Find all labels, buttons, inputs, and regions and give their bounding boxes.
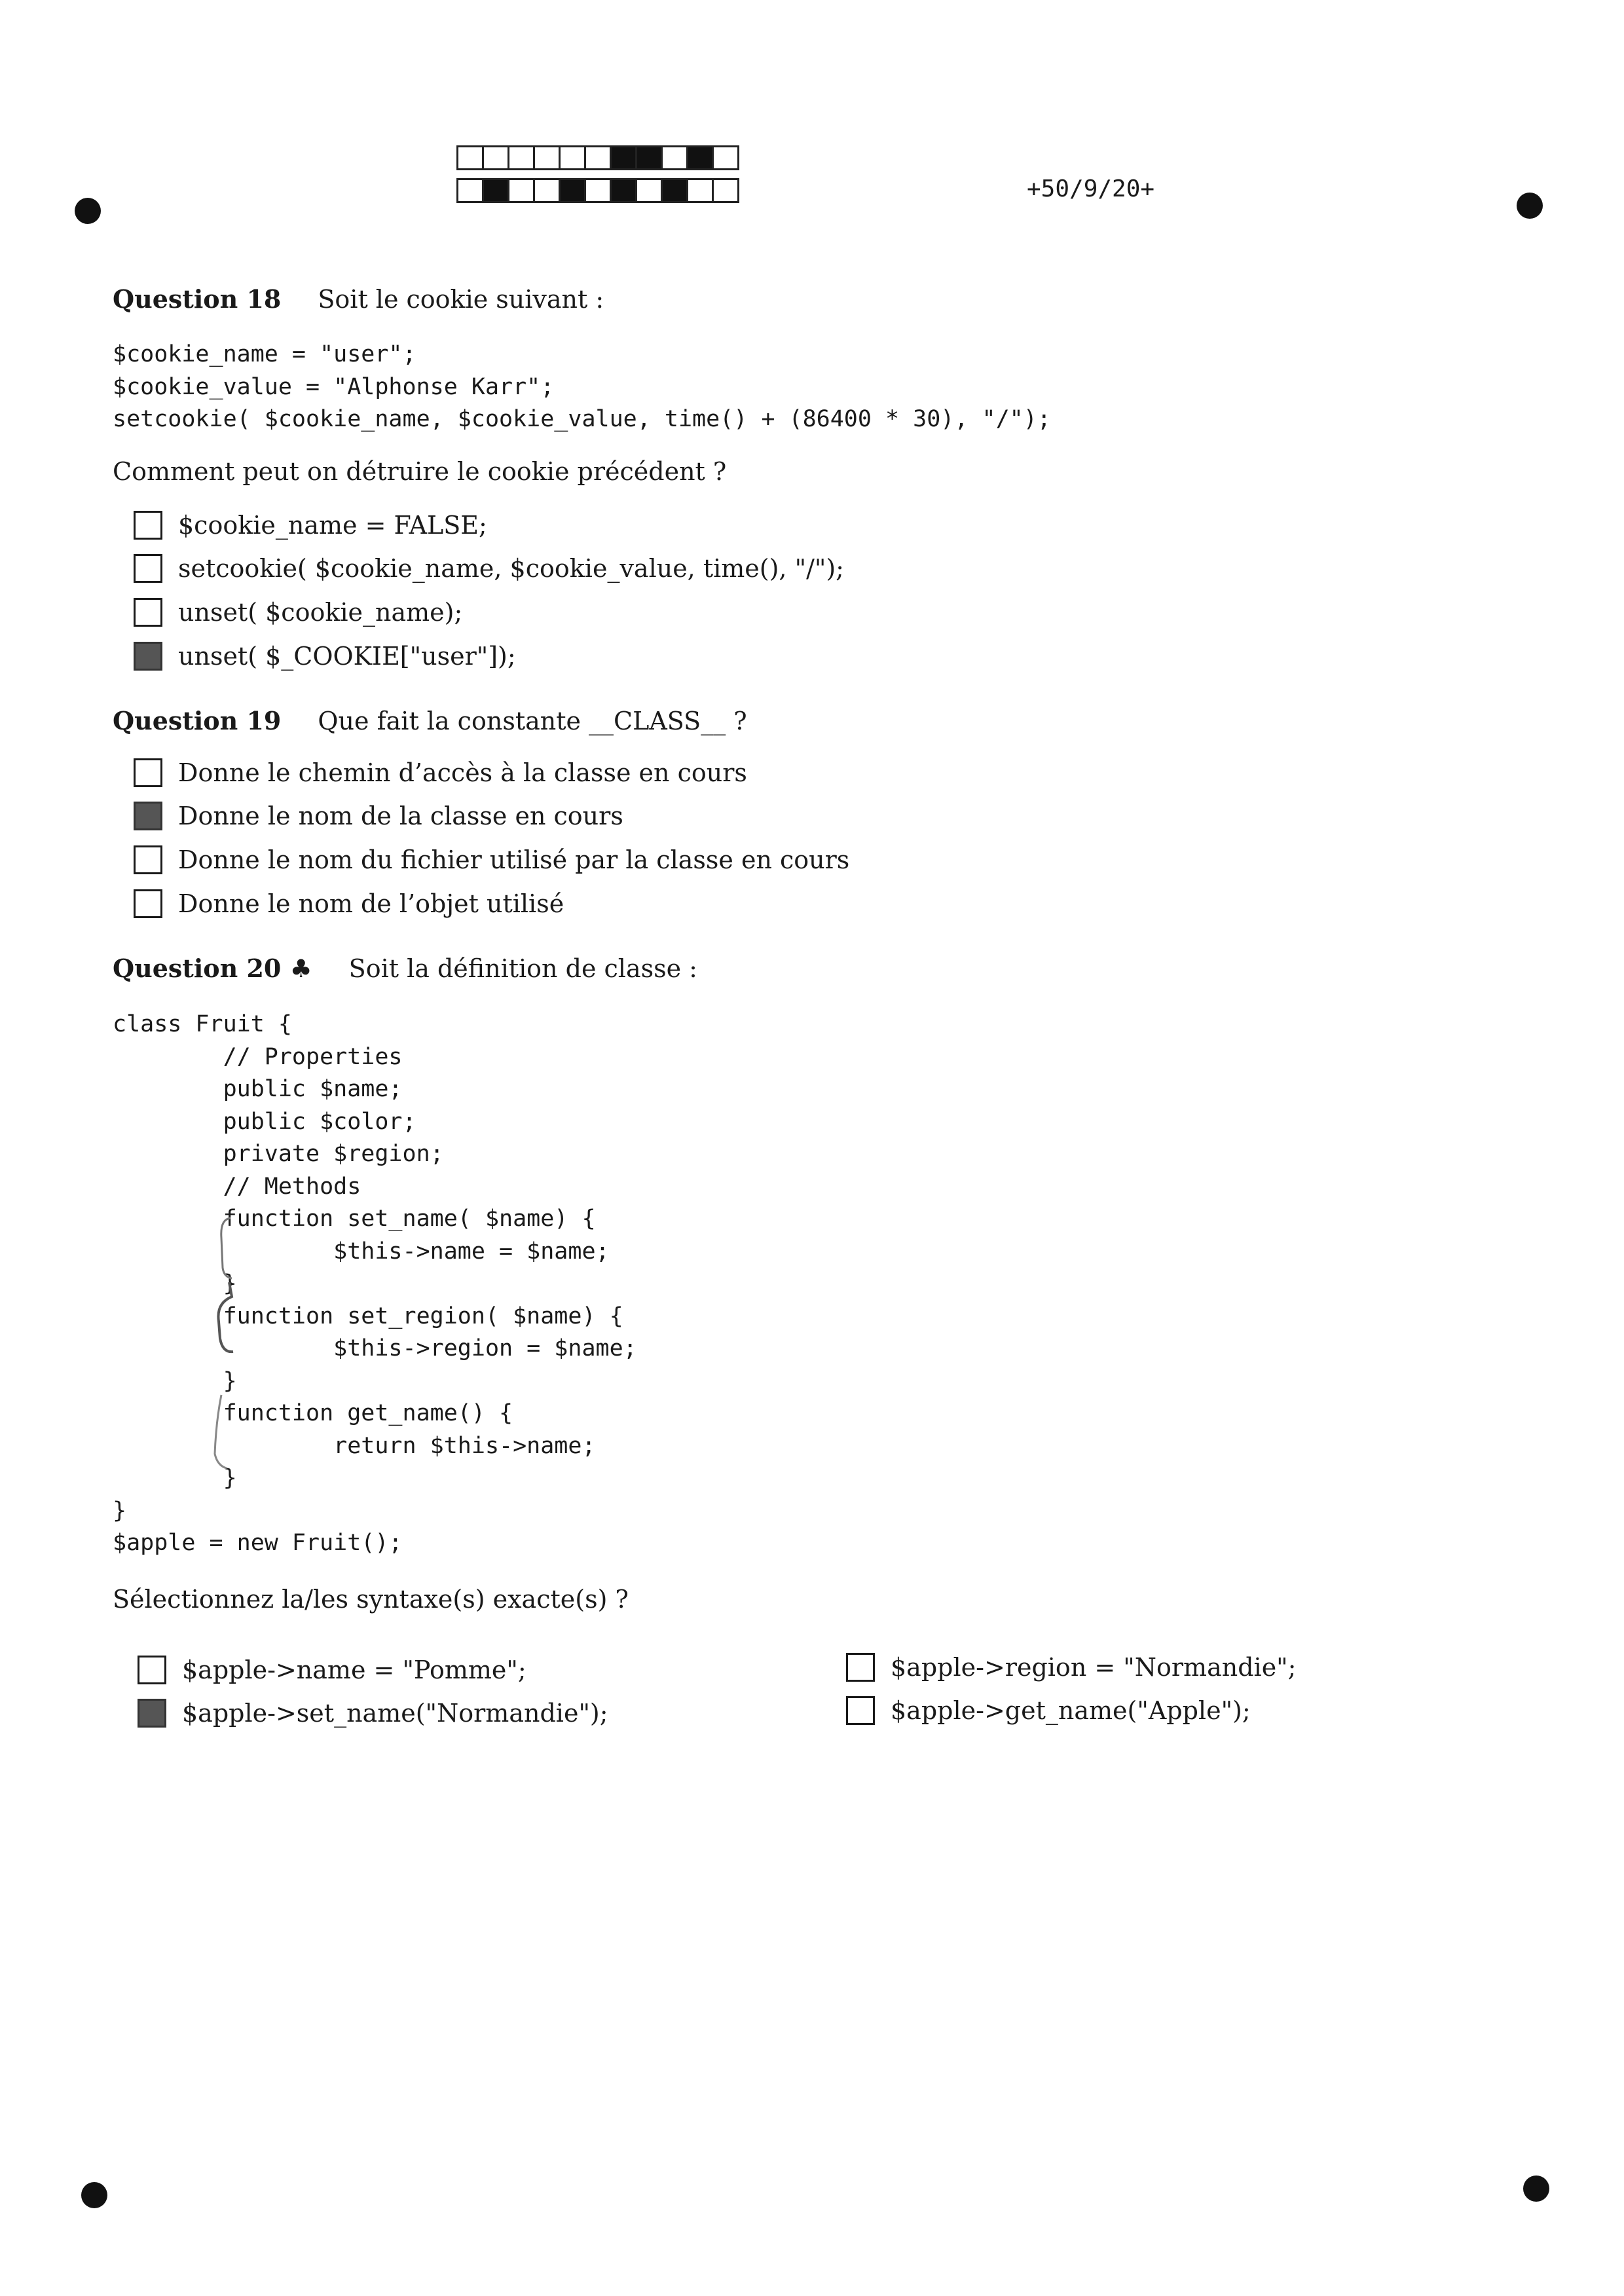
answer-label: $cookie_name = FALSE; — [178, 511, 487, 540]
answer-option[interactable] — [846, 1653, 1296, 1682]
pencil-bracket-marks — [190, 1205, 268, 1506]
question-19-header — [113, 706, 747, 735]
barcode-cell — [456, 178, 484, 203]
code-line: setcookie( $cookie_name, $cookie_value, time() + (86400 * 30), "/"); — [113, 406, 1051, 432]
question-prompt: Comment peut on détruire le cookie précédent ? — [113, 457, 727, 486]
answer-label: Donne le nom du fichier utilisé par la classe en cours — [178, 845, 850, 874]
answer-label: $apple->name = "Pomme"; — [182, 1656, 526, 1684]
code-line: $this->name = $name; — [113, 1238, 610, 1265]
answer-checkbox[interactable] — [134, 642, 162, 671]
answer-option[interactable] — [134, 758, 747, 787]
answer-option[interactable] — [134, 889, 564, 918]
answer-option[interactable] — [134, 554, 844, 583]
answer-checkbox[interactable] — [134, 845, 162, 874]
barcode-cell — [635, 145, 663, 170]
question-title: Que fait la constante __CLASS__ ? — [318, 707, 747, 735]
question-number: Question 19 — [113, 706, 282, 735]
code-line: function set_name( $name) { — [113, 1206, 596, 1232]
code-line: $apple = new Fruit(); — [113, 1530, 403, 1556]
code-line: $this->region = $name; — [113, 1335, 637, 1361]
question-18-header — [113, 284, 604, 314]
barcode-cell — [456, 145, 484, 170]
barcode-cell — [507, 145, 535, 170]
code-line: class Fruit { — [113, 1011, 292, 1037]
answer-label: setcookie( $cookie_name, $cookie_value, time(), "/"); — [178, 554, 844, 583]
barcode-cell — [559, 178, 586, 203]
barcode-cell — [686, 178, 714, 203]
barcode-cell — [482, 145, 509, 170]
barcode-row-bottom — [458, 178, 739, 203]
answer-label: Donne le nom de l’objet utilisé — [178, 889, 564, 918]
answer-checkbox[interactable] — [134, 758, 162, 787]
answer-label: Donne le nom de la classe en cours — [178, 802, 623, 830]
answer-checkbox[interactable] — [138, 1656, 166, 1684]
answer-checkbox[interactable] — [134, 598, 162, 627]
answer-option[interactable] — [134, 642, 516, 671]
code-line: $cookie_value = "Alphonse Karr"; — [113, 373, 555, 400]
question-title: Soit la définition de classe : — [348, 954, 697, 983]
barcode-row-top — [458, 145, 739, 170]
answer-label: unset( $cookie_name); — [178, 598, 463, 627]
answer-option[interactable] — [134, 598, 462, 627]
code-line: // Properties — [113, 1043, 403, 1070]
registration-mark-top-right — [1517, 193, 1543, 219]
barcode-cell — [610, 145, 637, 170]
code-line: } — [113, 1367, 237, 1394]
answer-label: $apple->get_name("Apple"); — [891, 1696, 1251, 1725]
barcode-cell — [712, 178, 739, 203]
barcode-cell — [635, 178, 663, 203]
registration-mark-top-left — [75, 198, 101, 224]
code-line: } — [113, 1497, 127, 1524]
code-line: return $this->name; — [113, 1432, 596, 1459]
answer-checkbox[interactable] — [846, 1696, 875, 1725]
answer-option[interactable] — [846, 1696, 1251, 1725]
barcode-cell — [584, 178, 612, 203]
code-line: public $color; — [113, 1108, 416, 1135]
barcode-cell — [610, 178, 637, 203]
barcode-cell — [712, 145, 739, 170]
answer-option[interactable] — [134, 511, 487, 540]
answer-checkbox[interactable] — [846, 1653, 875, 1682]
answer-option[interactable] — [134, 802, 623, 830]
answer-label: unset( $_COOKIE["user"]); — [178, 642, 516, 671]
barcode-cell — [533, 178, 561, 203]
page-code: +50/9/20+ — [1027, 176, 1155, 202]
barcode-cell — [661, 178, 688, 203]
answer-checkbox[interactable] — [138, 1699, 166, 1728]
barcode-cell — [482, 178, 509, 203]
question-number: Question 18 — [113, 284, 282, 314]
code-line: } — [113, 1465, 237, 1491]
answer-label: Donne le chemin d’accès à la classe en cours — [178, 758, 747, 787]
code-line: } — [113, 1270, 237, 1297]
code-line: $cookie_name = "user"; — [113, 341, 416, 367]
registration-mark-bottom-right — [1523, 2176, 1549, 2202]
answer-checkbox[interactable] — [134, 889, 162, 918]
code-line: function set_region( $name) { — [113, 1303, 623, 1329]
code-block-cookie — [113, 339, 1051, 436]
question-20-header — [113, 954, 697, 983]
barcode-cell — [559, 145, 586, 170]
barcode-cell — [661, 145, 688, 170]
code-line: function get_name() { — [113, 1400, 513, 1426]
barcode-cell — [533, 145, 561, 170]
barcode-cell — [584, 145, 612, 170]
code-line: private $region; — [113, 1141, 444, 1167]
code-line: public $name; — [113, 1076, 403, 1102]
answer-label: $apple->region = "Normandie"; — [891, 1653, 1297, 1682]
answer-checkbox[interactable] — [134, 511, 162, 540]
question-prompt: Sélectionnez la/les syntaxe(s) exacte(s) ? — [113, 1585, 629, 1614]
answer-option[interactable] — [134, 845, 849, 874]
answer-checkbox[interactable] — [134, 554, 162, 583]
barcode-cell — [686, 145, 714, 170]
answer-option[interactable] — [138, 1699, 608, 1728]
answer-checkbox[interactable] — [134, 802, 162, 830]
code-line: // Methods — [113, 1173, 361, 1200]
question-title: Soit le cookie suivant : — [318, 285, 604, 314]
answer-option[interactable] — [138, 1656, 526, 1684]
answer-label: $apple->set_name("Normandie"); — [182, 1699, 608, 1728]
barcode-cell — [507, 178, 535, 203]
registration-mark-bottom-left — [81, 2182, 107, 2208]
question-number: Question 20 ♣ — [113, 954, 312, 983]
